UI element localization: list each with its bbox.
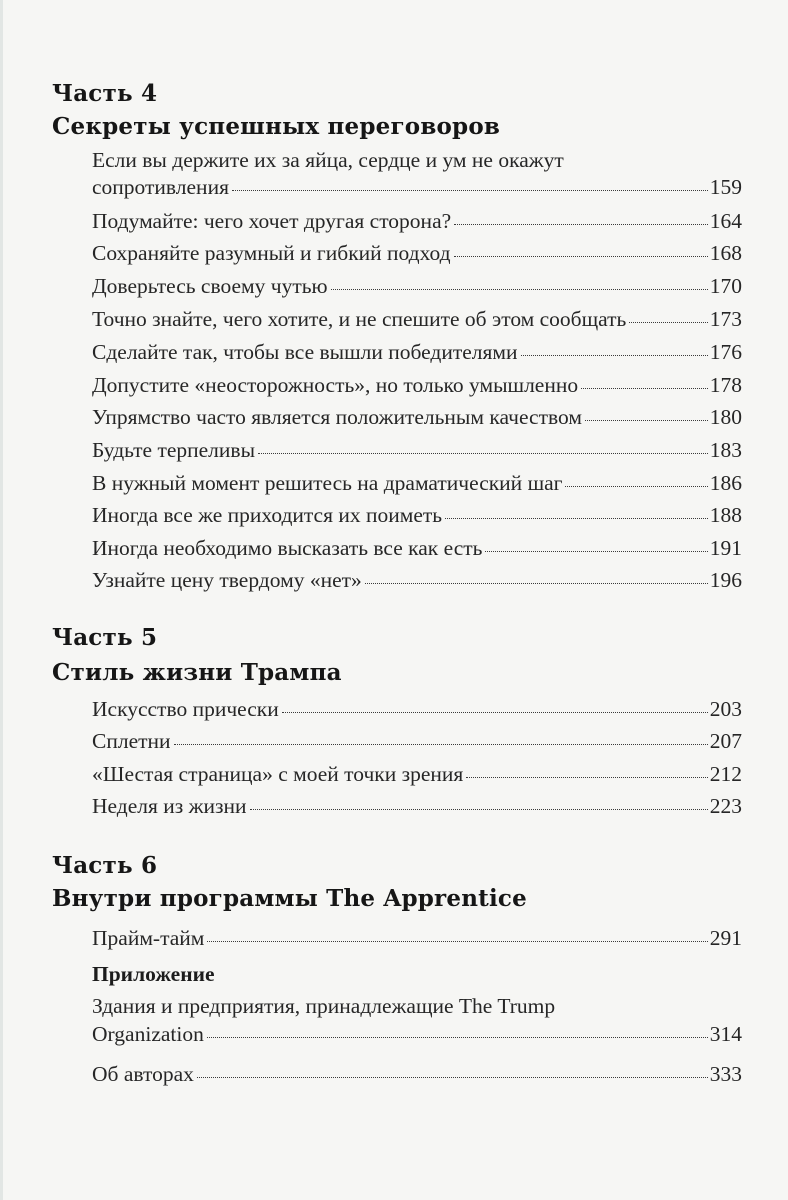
- toc-entry[interactable]: [92, 503, 742, 527]
- toc-entry[interactable]: [92, 175, 742, 199]
- toc-entry-title: В нужный момент решитесь на драматический шаг: [92, 471, 563, 495]
- toc-entry-page: 186: [709, 471, 742, 495]
- toc-entry-page: 191: [709, 536, 742, 560]
- toc-entry-page: 203: [709, 697, 742, 721]
- dot-leader: [207, 1037, 708, 1038]
- toc-entry-title: сопротивления: [92, 175, 229, 199]
- toc-entry-title: Узнайте цену твердому «нет»: [92, 568, 362, 592]
- toc-entry-title: Сплетни: [92, 729, 171, 753]
- part-6-label: Часть 6: [52, 852, 158, 879]
- dot-leader: [365, 583, 708, 584]
- toc-entry[interactable]: [92, 438, 742, 462]
- toc-entry-line1: Если вы держите их за яйца, сердце и ум не окажут: [92, 148, 564, 172]
- toc-entry[interactable]: [92, 697, 742, 721]
- dot-leader: [445, 518, 708, 519]
- toc-entry-page: 196: [709, 568, 742, 592]
- dot-leader: [232, 190, 708, 191]
- part-5-label: Часть 5: [52, 624, 158, 651]
- dot-leader: [565, 486, 707, 487]
- toc-entry-page: 159: [709, 175, 742, 199]
- toc-entry[interactable]: [92, 373, 742, 397]
- part-6-title: Внутри программы The Apprentice: [52, 885, 527, 912]
- toc-entry-title: Точно знайте, чего хотите, и не спешите об этом сообщать: [92, 307, 627, 331]
- toc-entry[interactable]: [92, 209, 742, 233]
- page-edge: [0, 0, 3, 1200]
- toc-entry-line1: Здания и предприятия, принадлежащие The Trump: [92, 994, 556, 1018]
- dot-leader: [207, 941, 707, 942]
- toc-entry-title: Иногда все же приходится их поиметь: [92, 503, 443, 527]
- dot-leader: [454, 224, 708, 225]
- toc-entry[interactable]: [92, 274, 742, 298]
- part-4-title: Секреты успешных переговоров: [52, 113, 501, 140]
- appendix-title: Приложение: [92, 962, 215, 986]
- toc-entry-title: Допустите «неосторожность», но только умышленно: [92, 373, 579, 397]
- toc-entry-page: 291: [709, 926, 742, 950]
- dot-leader: [466, 777, 707, 778]
- toc-entry[interactable]: [92, 568, 742, 592]
- toc-entry-title: Сохраняйте разумный и гибкий подход: [92, 241, 451, 265]
- toc-entry-title: Иногда необходимо высказать все как есть: [92, 536, 483, 560]
- toc-entry-page: 183: [709, 438, 742, 462]
- dot-leader: [250, 809, 708, 810]
- toc-entry-page: 178: [709, 373, 742, 397]
- toc-entry-title: Подумайте: чего хочет другая сторона?: [92, 209, 452, 233]
- toc-entry[interactable]: [92, 1062, 742, 1086]
- toc-entry-page: 180: [709, 405, 742, 429]
- toc-entry[interactable]: [92, 762, 742, 786]
- toc-entry-page: 212: [709, 762, 742, 786]
- dot-leader: [174, 744, 708, 745]
- dot-leader: [485, 551, 707, 552]
- part-4-label: Часть 4: [52, 80, 158, 107]
- toc-entry-title: Прайм-тайм: [92, 926, 205, 950]
- dot-leader: [197, 1077, 708, 1078]
- toc-entry[interactable]: [92, 1022, 742, 1046]
- toc-entry[interactable]: [92, 926, 742, 950]
- dot-leader: [282, 712, 708, 713]
- toc-entry-page: 223: [709, 794, 742, 818]
- toc-entry-page: 170: [709, 274, 742, 298]
- toc-entry[interactable]: [92, 471, 742, 495]
- toc-entry[interactable]: [92, 340, 742, 364]
- toc-entry-page: 314: [709, 1022, 742, 1046]
- toc-entry-page: 188: [709, 503, 742, 527]
- toc-entry-title: Об авторах: [92, 1062, 194, 1086]
- toc-entry-title: Упрямство часто является положительным качеством: [92, 405, 582, 429]
- toc-entry-title: Доверьтесь своему чутью: [92, 274, 328, 298]
- toc-entry[interactable]: [92, 536, 742, 560]
- dot-leader: [331, 289, 708, 290]
- toc-entry-title: Organization: [92, 1022, 204, 1046]
- toc-entry-title: Искусство прически: [92, 697, 279, 721]
- toc-entry[interactable]: [92, 307, 742, 331]
- toc-entry-page: 168: [709, 241, 742, 265]
- toc-entry-page: 176: [709, 340, 742, 364]
- dot-leader: [581, 388, 708, 389]
- toc-entry-page: 164: [709, 209, 742, 233]
- dot-leader: [585, 420, 708, 421]
- dot-leader: [521, 355, 708, 356]
- toc-entry[interactable]: [92, 794, 742, 818]
- part-5-title: Стиль жизни Трампа: [52, 659, 342, 686]
- toc-entry-title: Сделайте так, чтобы все вышли победителями: [92, 340, 518, 364]
- toc-entry-title: «Шестая страница» с моей точки зрения: [92, 762, 464, 786]
- toc-entry-title: Будьте терпеливы: [92, 438, 256, 462]
- dot-leader: [454, 256, 708, 257]
- toc-entry-page: 173: [709, 307, 742, 331]
- toc-entry-title: Неделя из жизни: [92, 794, 247, 818]
- toc-entry[interactable]: [92, 241, 742, 265]
- dot-leader: [258, 453, 708, 454]
- dot-leader: [629, 322, 707, 323]
- toc-entry[interactable]: [92, 729, 742, 753]
- toc-entry[interactable]: [92, 405, 742, 429]
- toc-entry-page: 333: [709, 1062, 742, 1086]
- toc-entry-page: 207: [709, 729, 742, 753]
